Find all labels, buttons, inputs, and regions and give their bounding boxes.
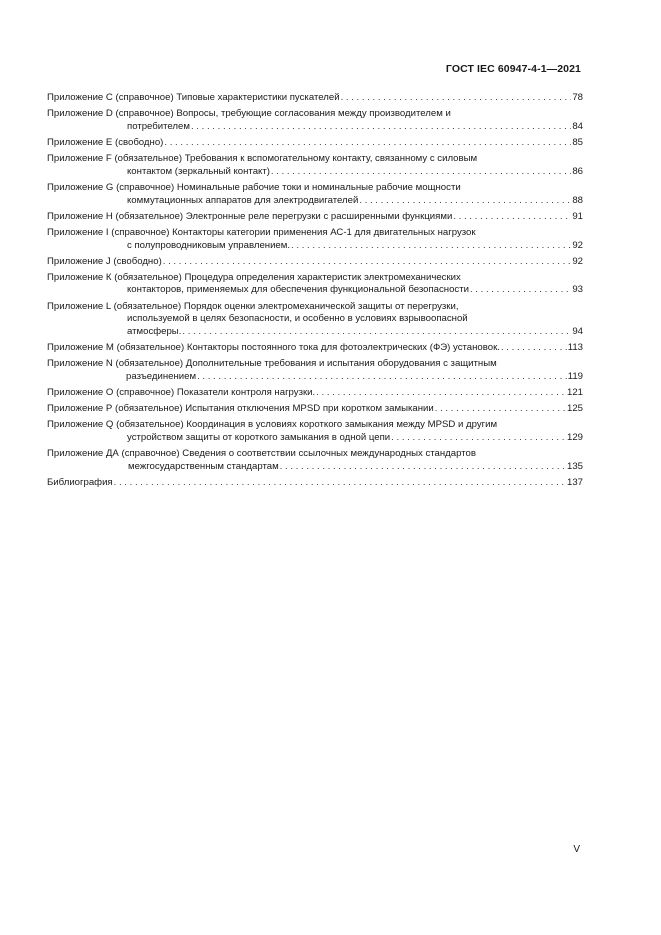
toc-entry-title [47,108,583,121]
toc-page-number: 85 [572,136,583,148]
toc-page-number: 84 [572,120,583,132]
toc-page-number: 94 [572,325,583,337]
toc-entry-continuation [47,121,583,134]
toc-entry[interactable] [47,256,583,269]
toc-entry-title [47,342,583,355]
toc-entry-text: используемой в целях безопасности, и особенно в условиях взрывоопасной [127,313,468,325]
table-of-contents [47,92,583,493]
toc-leader-dots [316,387,566,400]
toc-entry-continuation [47,432,583,445]
toc-page-number: 92 [572,239,583,251]
toc-entry-text: Приложение О (справочное) Показатели контроля нагрузки. [47,387,316,398]
toc-entry-text: Приложение F (обязательное) Требования к вспомогательному контакту, связанному с силовым [47,153,478,165]
toc-entry[interactable] [47,342,583,355]
toc-page-number: 121 [566,387,583,398]
toc-leader-dots [280,461,566,474]
toc-entry-continuation [47,240,583,253]
toc-leader-dots [164,137,571,150]
document-standard-header: ГОСТ IEC 60947-4-1—2021 [445,63,581,75]
toc-entry-continuation [47,166,583,179]
toc-entry-continuation [47,284,583,297]
toc-page-number: 125 [566,403,583,415]
toc-entry[interactable] [47,137,583,150]
toc-entry-title [47,419,583,432]
toc-entry[interactable] [47,153,583,178]
toc-leader-dots [271,166,571,179]
toc-leader-dots [163,256,572,269]
toc-entry[interactable] [47,227,583,252]
toc-leader-dots [453,211,571,224]
toc-entry-title [47,403,583,416]
toc-page-number: 119 [567,370,583,382]
toc-leader-dots [435,403,566,416]
toc-entry-text: Приложение Е (свободно) [47,136,164,148]
toc-entry-title [47,92,583,105]
toc-entry-title [47,137,583,150]
toc-entry-title [47,358,583,371]
toc-entry-text: Приложение Q (обязательное) Координация в условиях короткого замыкания между MPSD и другим [47,419,498,431]
toc-leader-dots [114,477,566,490]
toc-entry[interactable] [47,211,583,224]
toc-page-number: 137 [566,476,583,488]
toc-entry-continuation [47,326,583,339]
toc-entry-text: Приложение I (справочное) Контакторы категории применения АС-1 для двигательных нагрузок [47,226,476,238]
toc-entry-continuation [47,371,583,384]
toc-entry-text: межгосударственным стандартам [128,460,279,472]
page-number: V [573,844,580,855]
toc-page-number: 135 [566,460,583,472]
toc-entry-text: Приложение Р (обязательное) Испытания отключения MPSD при коротком замыкании [47,403,434,415]
toc-leader-dots [391,432,566,445]
toc-entry[interactable] [47,448,583,473]
toc-entry-text: атмосферы. [127,325,182,337]
toc-leader-dots [470,284,571,297]
toc-entry-text: разъединением [126,370,197,382]
toc-entry[interactable] [47,92,583,105]
toc-entry[interactable] [47,108,583,133]
toc-entry-title [47,448,583,461]
toc-leader-dots [182,326,571,339]
toc-page-number: 86 [572,165,583,177]
toc-entry[interactable] [47,301,583,339]
toc-entry[interactable] [47,272,583,297]
toc-entry-title [47,227,583,240]
toc-entry-title [47,211,583,224]
toc-entry-text: с полупроводниковым управлением. [127,239,291,251]
toc-page-number: 92 [572,255,583,267]
toc-entry-text: Приложение L (обязательное) Порядок оценки электромеханической защиты от перегрузки, [47,300,459,312]
toc-page-number: 93 [572,284,583,296]
toc-entry[interactable] [47,403,583,416]
toc-entry-title [47,301,583,314]
toc-page-number: 88 [572,194,583,206]
toc-page-number: 129 [566,431,583,443]
toc-entry[interactable] [47,182,583,207]
toc-entry-title [47,477,583,490]
toc-leader-dots [359,195,571,208]
toc-entry-text: Приложение К (обязательное) Процедура определения характеристик электромеханических [47,271,461,283]
toc-entry-continuation [47,195,583,208]
toc-leader-dots [197,371,567,384]
toc-page-number: 78 [572,92,583,103]
toc-page-number: 91 [572,210,583,222]
toc-entry-text: Библиография [47,476,113,488]
toc-entry-title [47,256,583,269]
toc-entry-text: Приложение М (обязательное) Контакторы постоянного тока для фотоэлектрических (ФЭ) установок. [47,342,500,354]
toc-leader-dots [291,240,571,253]
toc-entry-text: Приложение ДА (справочное) Сведения о соответствии ссылочных международных стандартов [47,448,476,460]
toc-entry-title [47,153,583,166]
toc-entry-continuation [47,461,583,474]
toc-entry-text: Приложение N (обязательное) Дополнительные требования и испытания оборудования с защитным [47,358,497,370]
toc-entry-text: контактом (зеркальный контакт) [127,165,270,177]
toc-entry[interactable] [47,419,583,444]
toc-entry-text: Приложение J (свободно) [47,255,162,267]
toc-entry-text: контакторов, применяемых для обеспечения функциональной безопасности [127,284,469,296]
toc-entry[interactable] [47,477,583,490]
toc-entry-text: коммутационных аппаратов для электродвигателей [127,194,359,206]
toc-leader-dots [341,92,572,105]
toc-entry-title [47,182,583,195]
toc-entry-title [47,272,583,285]
toc-leader-dots [501,342,567,355]
toc-entry-text: потребителем [127,120,190,132]
toc-leader-dots [191,121,571,134]
toc-entry-text: Приложение D (справочное) Вопросы, требующие согласования между производителем и [47,108,451,120]
toc-entry[interactable] [47,358,583,383]
toc-entry-continuation [47,313,583,326]
toc-entry-text: устройством защиты от короткого замыкания в одной цепи [127,431,391,443]
toc-entry-text: Приложение С (справочное) Типовые характеристики пускателей [47,92,340,103]
toc-page-number: 113 [567,342,583,354]
toc-entry-text: Приложение Н (обязательное) Электронные реле перегрузки с расширенными функциями [47,210,453,222]
toc-entry[interactable] [47,387,583,400]
toc-entry-title [47,387,583,400]
toc-entry-text: Приложение G (справочное) Номинальные рабочие токи и номинальные рабочие мощности [47,181,461,193]
